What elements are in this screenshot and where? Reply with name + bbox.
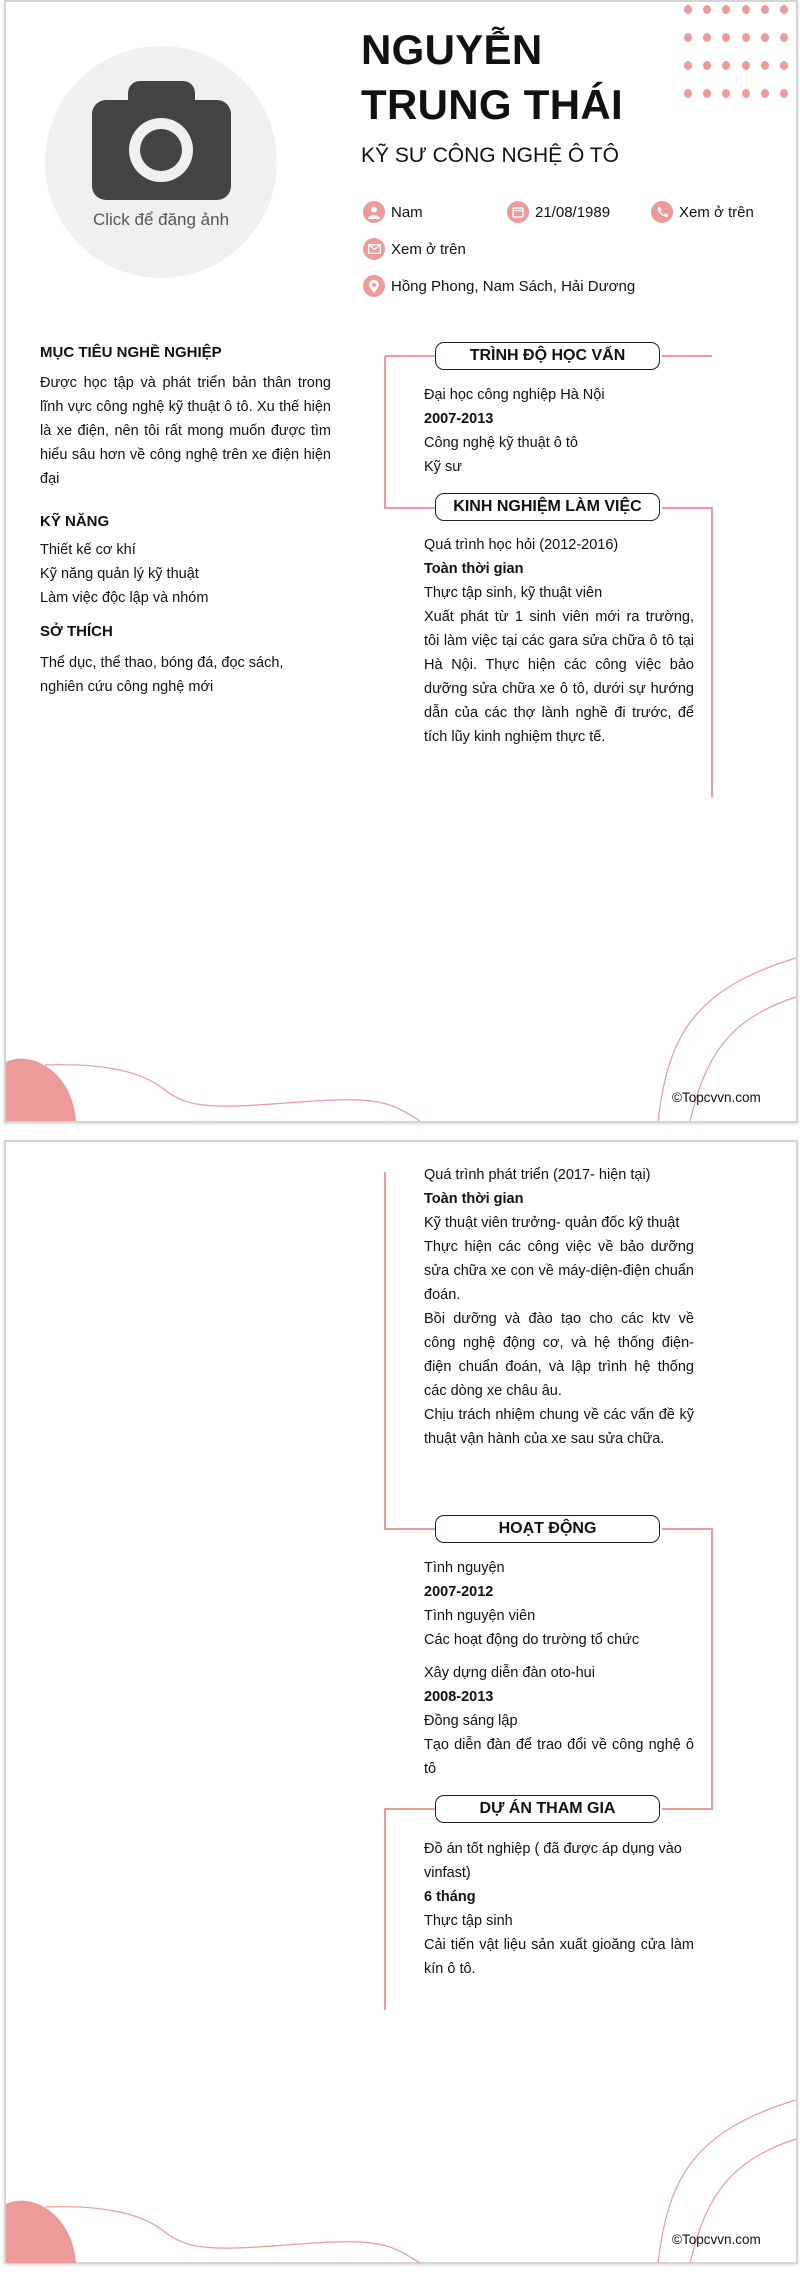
dot-decoration — [684, 61, 692, 70]
info-gender — [363, 200, 423, 224]
experience-entry — [424, 1163, 694, 1451]
location-icon — [363, 275, 385, 297]
name-line-1: NGUYỄN — [361, 26, 543, 73]
dot-decoration — [742, 33, 750, 42]
project-period: 6 tháng — [424, 1889, 476, 1905]
dot-decoration — [761, 5, 769, 14]
skill-item: Kỹ năng quản lý kỹ thuật — [40, 566, 199, 582]
phone-icon — [651, 201, 673, 223]
dot-decoration — [742, 89, 750, 98]
info-address — [363, 274, 635, 298]
birthday-value: 21/08/1989 — [535, 203, 611, 221]
calendar-icon — [507, 201, 529, 223]
experience-type: Toàn thời gian — [424, 1191, 524, 1207]
user-icon — [363, 201, 385, 223]
dot-decoration — [761, 61, 769, 70]
activity-name: Tình nguyện — [424, 1560, 505, 1576]
mail-icon — [363, 238, 385, 260]
objective-text: Được học tập và phát triển bản thân trong lĩnh vực công nghệ kỹ thuật ô tô. Xu thế hiện là xe điện, nên tôi rất mong muốn được tìm hiểu sâu hơn về công nghệ trên xe điện hiện đại — [40, 375, 331, 487]
dot-decoration — [780, 33, 788, 42]
skills-list — [40, 538, 208, 610]
dot-decoration — [742, 5, 750, 14]
activities-heading: HOẠT ĐỘNG — [435, 1515, 660, 1543]
education-school: Đại học công nghiệp Hà Nội — [424, 387, 605, 403]
project-name: Đồ án tốt nghiệp ( đã được áp dụng vào vinfast) — [424, 1841, 682, 1881]
photo-upload[interactable] — [45, 46, 277, 278]
email-value: Xem ở trên — [391, 240, 466, 258]
skills-heading: KỸ NĂNG — [40, 513, 110, 530]
activity-name: Xây dựng diễn đàn oto-hui — [424, 1665, 595, 1681]
dot-decoration — [742, 61, 750, 70]
gender-value: Nam — [391, 203, 423, 221]
project-description: Cải tiến vật liệu sản xuất gioăng cửa làm kín ô tô. — [424, 1937, 694, 1977]
hobbies-text: Thể dục, thể thao, bóng đá, đọc sách, nghiên cứu công nghệ mới — [40, 655, 284, 695]
objective-heading: MỤC TIÊU NGHỀ NGHIỆP — [40, 344, 222, 361]
experience-position: Thực tập sinh, kỹ thuật viên — [424, 585, 603, 601]
projects-heading: DỰ ÁN THAM GIA — [435, 1795, 660, 1823]
experience-company: Quá trình phát triển (2017- hiện tại) — [424, 1167, 651, 1183]
copyright: ©Topcvvn.com — [672, 1090, 761, 1105]
experience-heading: KINH NGHIỆM LÀM VIỆC — [435, 493, 660, 521]
experience-description: Chịu trách nhiệm chung về các vấn đề kỹ thuật vận hành của xe sau sửa chữa. — [424, 1407, 694, 1447]
education-major: Công nghệ kỹ thuật ô tô — [424, 435, 578, 451]
dot-decoration — [761, 89, 769, 98]
experience-company: Quá trình học hỏi (2012-2016) — [424, 537, 619, 553]
copyright: ©Topcvvn.com — [672, 2232, 761, 2247]
dot-decoration — [780, 5, 788, 14]
hobbies-heading: SỞ THÍCH — [40, 623, 113, 640]
experience-description: Bồi dưỡng và đào tạo cho các ktv về công nghệ động cơ, và hệ thống điện-điện chuẩn đoán, và lập trình hệ thống các dòng xe châu âu. — [424, 1311, 694, 1399]
info-email — [363, 237, 466, 261]
dot-decoration — [684, 5, 692, 14]
experience-type: Toàn thời gian — [424, 561, 524, 577]
experience-description: Xuất phát từ 1 sinh viên mới ra trường, tôi làm việc tại các gara sửa chữa ô tô tại Hà Nội. Thực hiện các công việc bảo dưỡng sửa chữa xe ô tô, dưới sự hướng dẫn của các thợ lành nghề đi trước, để tích lũy kinh nghiệm thực tế. — [424, 609, 694, 745]
job-title: KỸ SƯ CÔNG NGHỆ Ô TÔ — [361, 144, 619, 167]
project-role: Thực tập sinh — [424, 1913, 513, 1929]
info-phone — [651, 200, 754, 224]
dot-decoration — [780, 89, 788, 98]
education-period: 2007-2013 — [424, 411, 494, 427]
activity-role: Tình nguyện viên — [424, 1608, 536, 1624]
experience-position: Kỹ thuật viên trưởng- quản đốc kỹ thuật — [424, 1215, 680, 1231]
dot-decoration — [761, 33, 769, 42]
name-line-2: TRUNG THÁI — [361, 81, 623, 128]
activity-period: 2007-2012 — [424, 1584, 494, 1600]
photo-upload-label: Click để đăng ảnh — [92, 210, 230, 229]
phone-value: Xem ở trên — [679, 203, 754, 221]
experience-entry — [424, 533, 694, 749]
education-entry — [424, 383, 694, 479]
activity-role: Đồng sáng lập — [424, 1713, 518, 1729]
dot-decoration — [780, 61, 788, 70]
education-degree: Kỹ sư — [424, 459, 462, 475]
education-heading: TRÌNH ĐỘ HỌC VẤN — [435, 342, 660, 370]
project-entry — [424, 1837, 694, 1981]
activity-description: Tạo diễn đàn để trao đổi về công nghệ ô tô — [424, 1737, 694, 1777]
dot-decoration — [684, 89, 692, 98]
candidate-name — [361, 22, 623, 132]
activity-description: Các hoạt động do trường tổ chức — [424, 1632, 640, 1648]
activity-entry — [424, 1556, 694, 1652]
activity-entry — [424, 1661, 694, 1781]
experience-description: Thực hiện các công việc về bảo dưỡng sửa chữa xe con về máy-diện-điện chuẩn đoán. — [424, 1239, 694, 1303]
skill-item: Làm việc độc lập và nhóm — [40, 590, 209, 606]
info-birthday — [507, 200, 610, 224]
activity-period: 2008-2013 — [424, 1689, 494, 1705]
skill-item: Thiết kế cơ khí — [40, 542, 136, 558]
dot-decoration — [684, 33, 692, 42]
address-value: Hồng Phong, Nam Sách, Hải Dương — [391, 277, 636, 295]
